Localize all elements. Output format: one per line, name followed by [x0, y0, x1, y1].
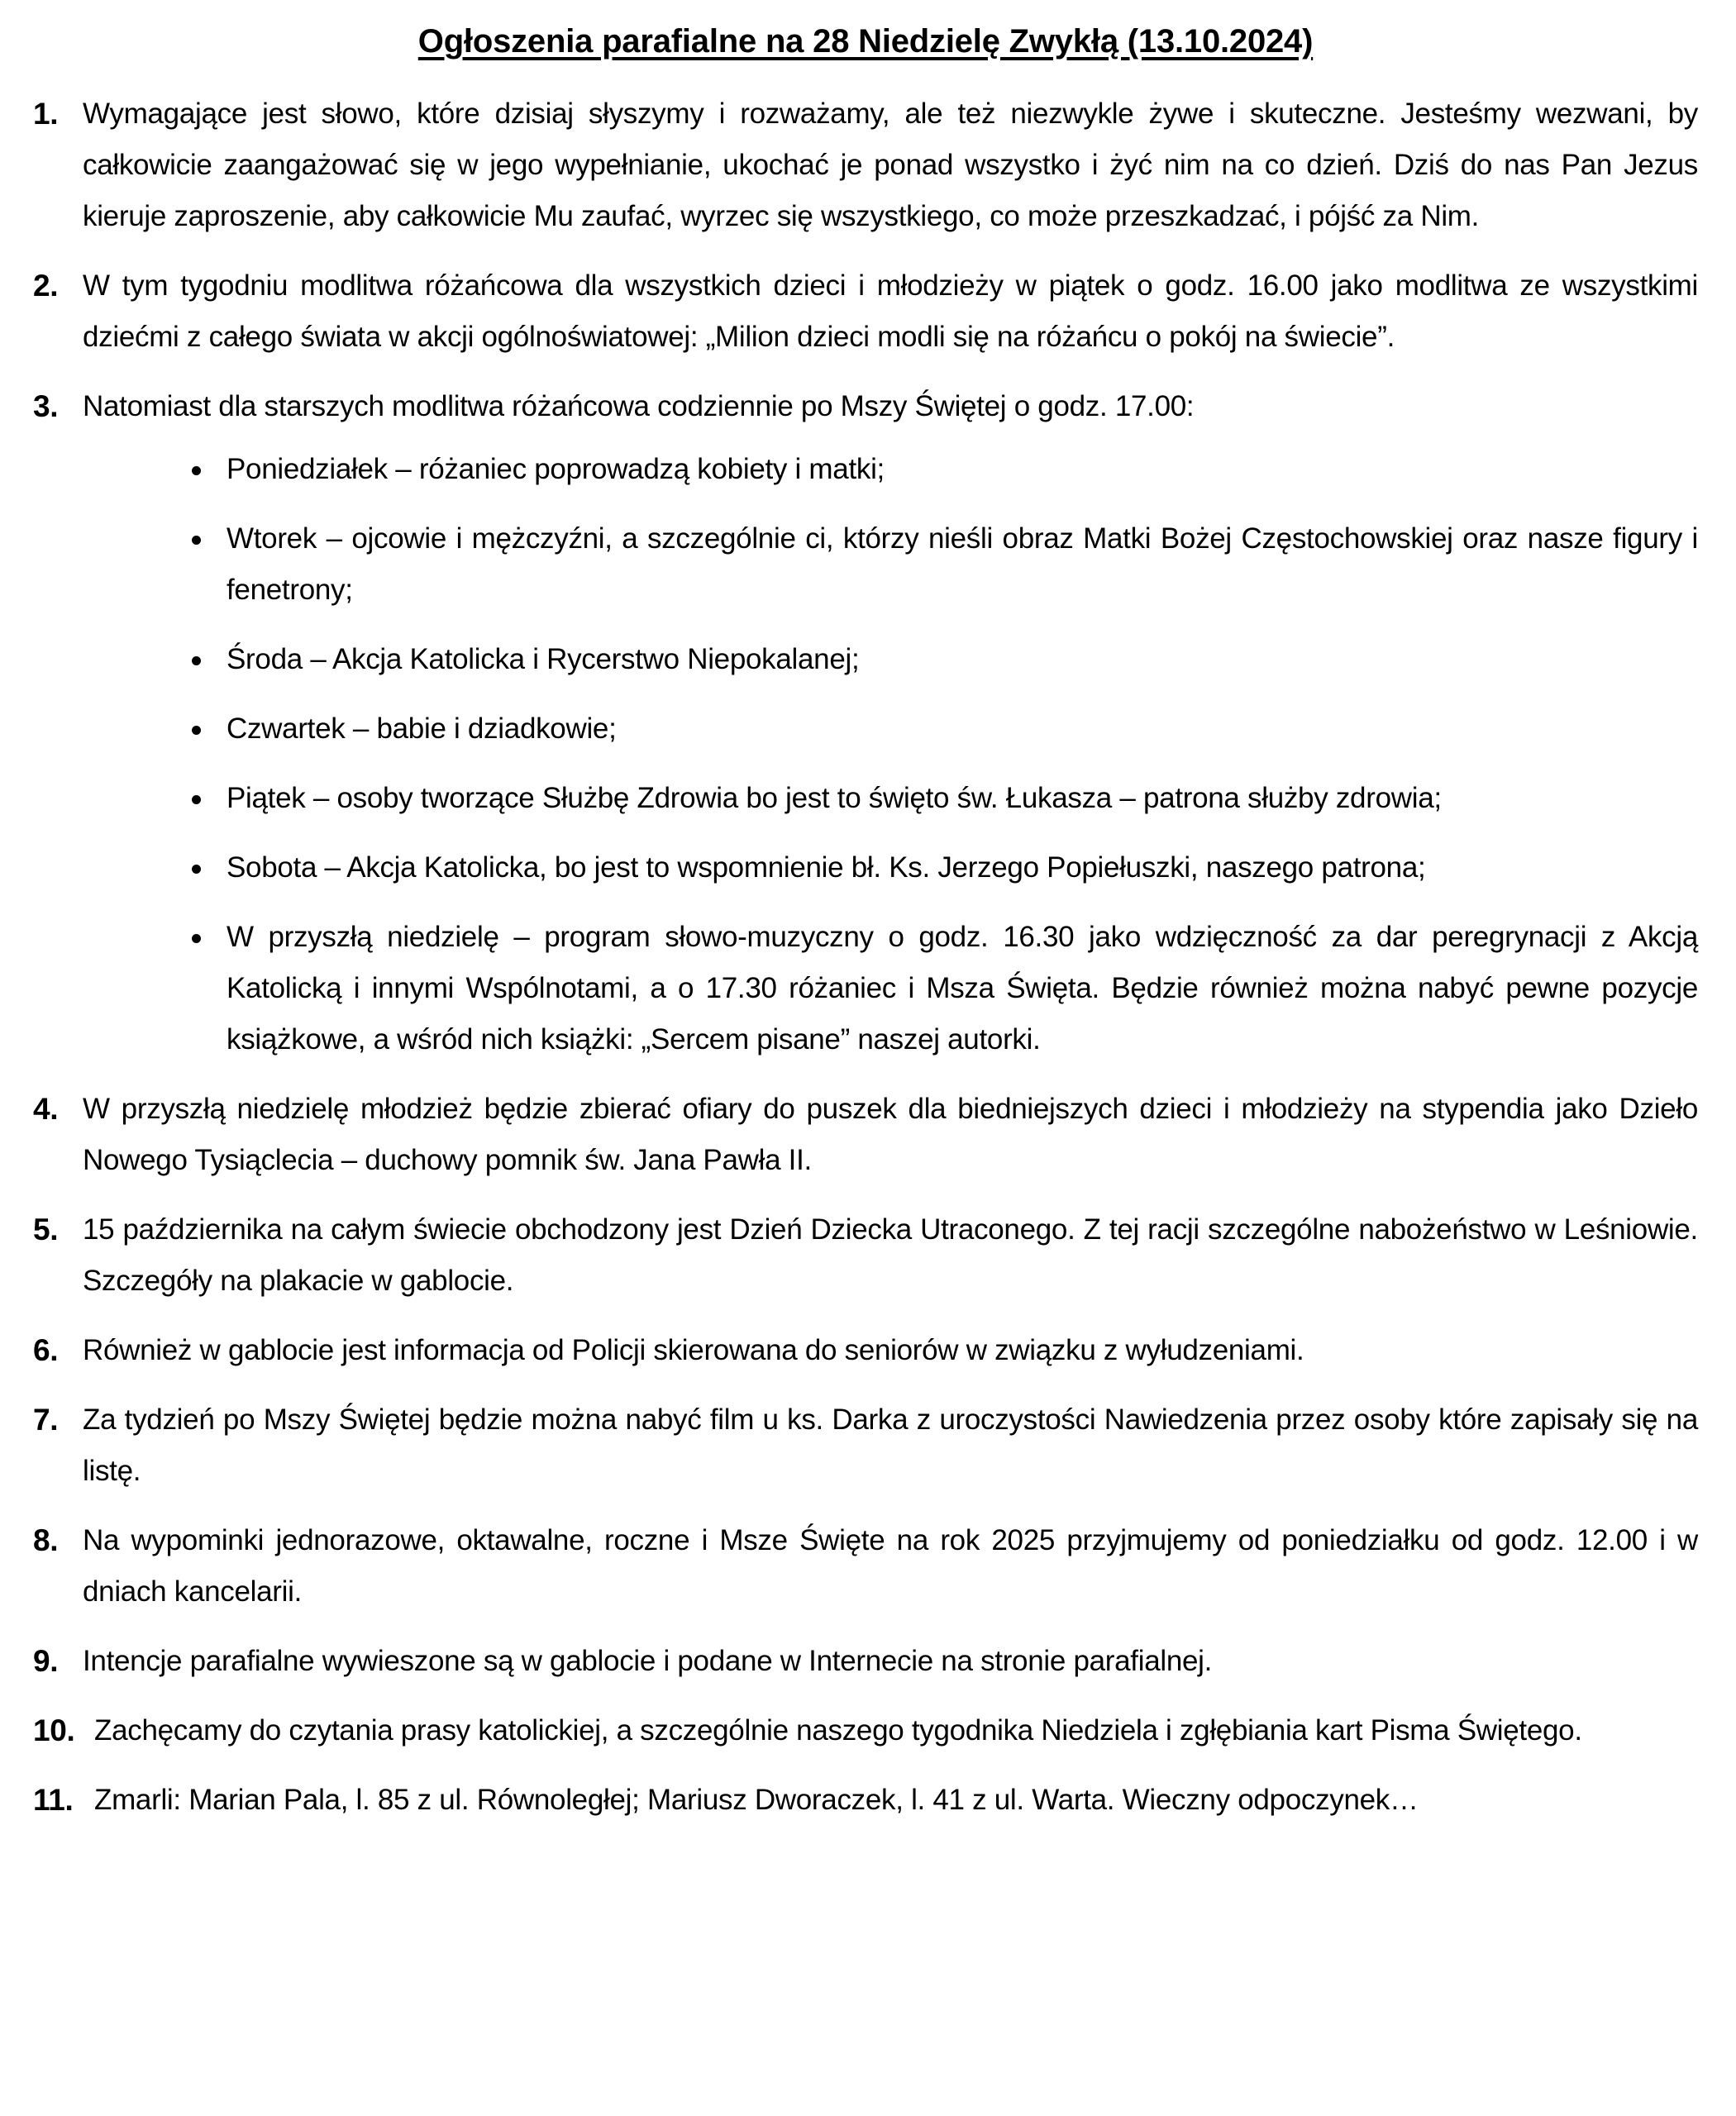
- item-number: 8.: [33, 1523, 59, 1557]
- item-number: 10.: [33, 1713, 75, 1747]
- item-text: Intencje parafialne wywieszone są w gablocie i podane w Internecie na stronie parafialnej.: [83, 1645, 1213, 1677]
- announcement-item-3: [33, 381, 1698, 1065]
- item-text: Wymagające jest słowo, które dzisiaj słyszymy i rozważamy, ale też niezwykle żywe i skuteczne. Jesteśmy wezwani, by całkowicie zaangażować się w jego wypełnianie, ukochać je ponad wszystko i żyć nim na co dzień. Dziś do nas Pan Jezus kieruje zaproszenie, aby całkowicie Mu zaufać, wyrzec się wszystkiego, co może przeszkadzać, i pójść za Nim.: [83, 98, 1698, 232]
- announcement-item-8: [33, 1515, 1698, 1618]
- item-number: 4.: [33, 1092, 59, 1126]
- announcement-item-5: [33, 1204, 1698, 1307]
- bullet-item-wednesday: Środa – Akcja Katolicka i Rycerstwo Niepokalanej;: [192, 634, 1698, 685]
- bullet-item-next-sunday: W przyszłą niedzielę – program słowo-muzyczny o godz. 16.30 jako wdzięczność za dar peregrynacji z Akcją Katolicką i innymi Wspólnotami, a o 17.30 różaniec i Msza Święta. Będzie również można nabyć pewne pozycje książkowe, a wśród nich książki: „Sercem pisane” naszej autorki.: [192, 912, 1698, 1065]
- item-text: Również w gablocie jest informacja od Policji skierowana do seniorów w związku z wyłudzeniami.: [83, 1334, 1304, 1366]
- bullet-item-friday: Piątek – osoby tworzące Służbę Zdrowia bo jest to święto św. Łukasza – patrona służby zdrowia;: [192, 773, 1698, 824]
- item-text: Natomiast dla starszych modlitwa różańcowa codziennie po Mszy Świętej o godz. 17.00:: [83, 390, 1195, 422]
- announcement-item-4: [33, 1084, 1698, 1186]
- page-title: Ogłoszenia parafialne na 28 Niedzielę Zwykłą (13.10.2024): [417, 23, 1314, 60]
- item-text: W tym tygodniu modlitwa różańcowa dla wszystkich dzieci i młodzieży w piątek o godz. 16.00 jako modlitwa ze wszystkimi dziećmi z całego świata w akcji ogólnoświatowej: „Milion dzieci modli się na różańcu o pokój na świecie”.: [83, 269, 1698, 353]
- item-number: 9.: [33, 1644, 59, 1678]
- bullet-item-monday: Poniedziałek – różaniec poprowadzą kobiety i matki;: [192, 444, 1698, 495]
- item-number: 5.: [33, 1213, 59, 1246]
- announcement-item-6: [33, 1325, 1698, 1376]
- announcement-item-11: [33, 1775, 1698, 1826]
- announcement-list: [33, 88, 1698, 1826]
- item-number: 11.: [33, 1783, 74, 1817]
- announcement-item-9: [33, 1636, 1698, 1687]
- item-number: 2.: [33, 269, 59, 303]
- rosary-schedule-list: [83, 444, 1698, 1065]
- announcement-item-2: [33, 260, 1698, 363]
- item-text: Zachęcamy do czytania prasy katolickiej, a szczególnie naszego tygodnika Niedziela i zgłębiania kart Pisma Świętego.: [94, 1714, 1582, 1747]
- item-text: Zmarli: Marian Pala, l. 85 z ul. Równoległej; Mariusz Dworaczek, l. 41 z ul. Warta. Wieczny odpoczynek…: [94, 1784, 1419, 1816]
- item-number: 3.: [33, 389, 59, 423]
- bullet-item-thursday: Czwartek – babie i dziadkowie;: [192, 703, 1698, 755]
- announcement-item-7: [33, 1394, 1698, 1497]
- item-text: Na wypominki jednorazowe, oktawalne, roczne i Msze Święte na rok 2025 przyjmujemy od poniedziałku od godz. 12.00 i w dniach kancelarii.: [83, 1524, 1698, 1608]
- item-text: Za tydzień po Mszy Świętej będzie można nabyć film u ks. Darka z uroczystości Nawiedzenia przez osoby które zapisały się na listę.: [83, 1404, 1698, 1487]
- item-text: 15 października na całym świecie obchodzony jest Dzień Dziecka Utraconego. Z tej racji szczególne nabożeństwo w Leśniowie. Szczegóły na plakacie w gablocie.: [83, 1213, 1698, 1297]
- announcement-item-10: [33, 1705, 1698, 1756]
- item-number: 7.: [33, 1403, 59, 1437]
- bullet-item-saturday: Sobota – Akcja Katolicka, bo jest to wspomnienie bł. Ks. Jerzego Popiełuszki, naszego patrona;: [192, 842, 1698, 894]
- announcement-item-1: [33, 88, 1698, 242]
- item-number: 6.: [33, 1333, 59, 1367]
- item-number: 1.: [33, 97, 59, 131]
- item-text: W przyszłą niedzielę młodzież będzie zbierać ofiary do puszek dla biedniejszych dzieci i młodzieży na stypendia jako Dzieło Nowego Tysiąclecia – duchowy pomnik św. Jana Pawła II.: [83, 1093, 1698, 1176]
- bullet-item-tuesday: Wtorek – ojcowie i mężczyźni, a szczególnie ci, którzy nieśli obraz Matki Bożej Częstochowskiej oraz nasze figury i fenetrony;: [192, 513, 1698, 616]
